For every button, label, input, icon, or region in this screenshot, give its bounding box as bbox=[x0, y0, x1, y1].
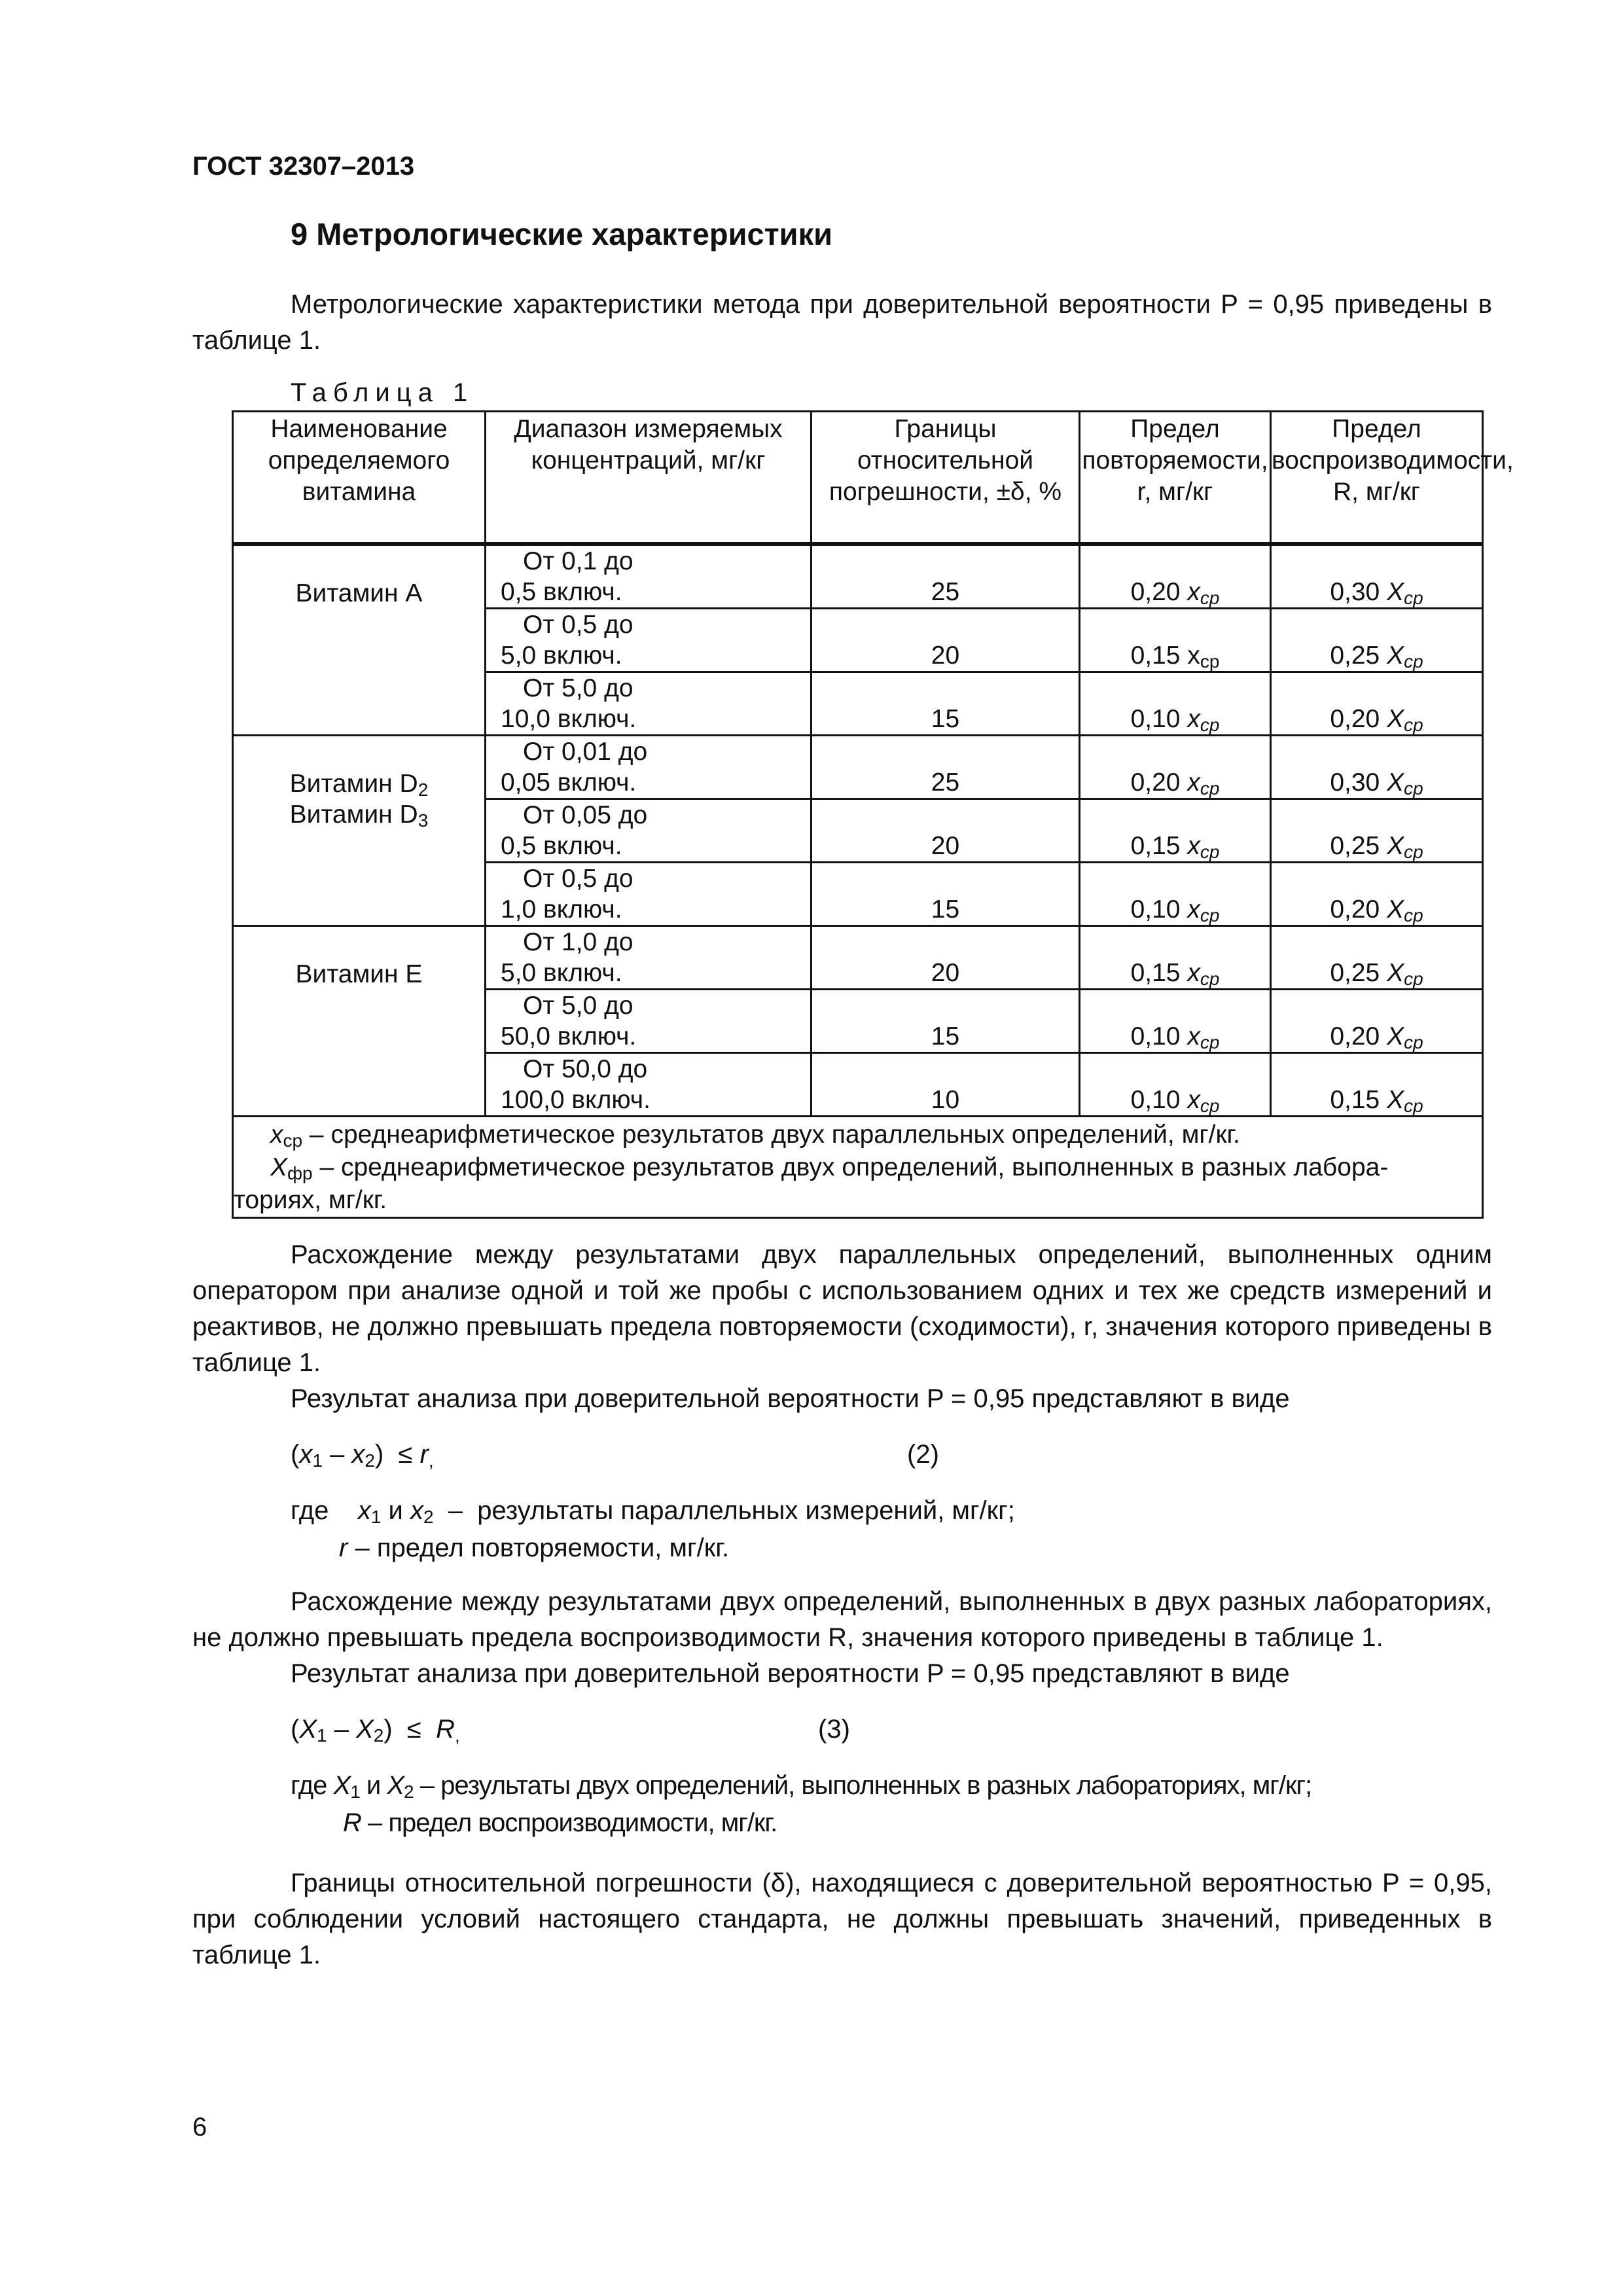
repeatability-cell: 0,20 $x_{ср}$ bbox=[1080, 544, 1271, 609]
repeatability-cell: 0,15 $x_{ср}$ bbox=[1080, 609, 1271, 672]
reproducibility-cell: 0,25 $X_{ср}$ bbox=[1271, 609, 1483, 672]
table-row bbox=[233, 926, 1483, 990]
metrology-table bbox=[232, 410, 1514, 1219]
vitamin-name: Витамин Е bbox=[233, 926, 486, 1117]
range-cell: От 0,5 до 1,0 включ. bbox=[486, 863, 812, 926]
delta-cell: 20 bbox=[812, 799, 1080, 863]
formula-2-number: (2) bbox=[907, 1440, 939, 1469]
delta-cell: 15 bbox=[812, 672, 1080, 736]
formula-2-legend: где $x_1$ и $x_2$ – результаты параллельных измерений, мг/кг; r – предел повторяемости, мг/кг. bbox=[291, 1496, 1015, 1562]
reproducibility-paragraph: Расхождение между результатами двух определений, выполненных в двух разных лабораториях, не должно превышать предела воспроизводимости R, значения которого приведены в таблице 1. bbox=[192, 1587, 1492, 1652]
repeatability-section bbox=[192, 1237, 1492, 1567]
repeatability-cell: 0,10 $x_{ср}$ bbox=[1080, 863, 1271, 926]
formula-3-legend: где $X_1$ и $X_2$ – результаты двух определений, выполненных в разных лабораториях, мг/кг; R – предел воспроизводимости, мг/кг. bbox=[291, 1771, 1312, 1837]
repeatability-cell: 0,15 $x_{ср}$ bbox=[1080, 799, 1271, 863]
vitamin-name: Витамин А bbox=[233, 544, 486, 736]
table-row bbox=[233, 544, 1483, 609]
formula-2: $(x_1 - x_2) \le r_,$ (2) bbox=[192, 1437, 1492, 1473]
range-cell: От 0,05 до 0,5 включ. bbox=[486, 799, 812, 863]
table-notes bbox=[233, 1117, 1483, 1218]
reproducibility-cell: 0,20 $X_{ср}$ bbox=[1271, 990, 1483, 1053]
document-code: ГОСТ 32307–2013 bbox=[192, 152, 415, 181]
vitamin-name: Витамин $D_2$ Витамин $D_3$ bbox=[233, 736, 486, 926]
range-cell: От 50,0 до 100,0 включ. bbox=[486, 1053, 812, 1117]
table-header-row bbox=[233, 412, 1483, 545]
note-xcp: $x_{ср}$ – среднеарифметическое результатов двух параллельных определений, мг/кг. bbox=[270, 1121, 1240, 1151]
note-xfp-cont: ториях, мг/кг. bbox=[234, 1186, 387, 1214]
delta-cell: 25 bbox=[812, 736, 1080, 799]
repeatability-cell: 0,10 $x_{ср}$ bbox=[1080, 990, 1271, 1053]
delta-cell: 15 bbox=[812, 990, 1080, 1053]
reproducibility-cell: 0,20 $X_{ср}$ bbox=[1271, 672, 1483, 736]
result-form-line-2: Результат анализа при доверительной вероятности P = 0,95 представляют в виде bbox=[291, 1659, 1290, 1688]
reproducibility-cell: 0,25 $X_{ср}$ bbox=[1271, 926, 1483, 990]
repeatability-cell: 0,15 $x_{ср}$ bbox=[1080, 926, 1271, 990]
delta-cell: 10 bbox=[812, 1053, 1080, 1117]
col-header-vitamin: Наименование определяемого витамина bbox=[233, 412, 486, 545]
delta-cell: 20 bbox=[812, 609, 1080, 672]
section-title: 9 Метрологические характеристики bbox=[291, 217, 832, 251]
delta-cell: 15 bbox=[812, 863, 1080, 926]
col-header-delta: Границы относительной погрешности, ±δ, % bbox=[812, 412, 1080, 545]
reproducibility-cell: 0,20 $X_{ср}$ bbox=[1271, 863, 1483, 926]
col-header-range: Диапазон измеряемых концентраций, мг/кг bbox=[486, 412, 812, 545]
col-header-reproducibility: Предел воспроизводимости, R, мг/кг bbox=[1271, 412, 1483, 545]
table-notes-row bbox=[233, 1117, 1483, 1218]
repeatability-cell: 0,10 $x_{ср}$ bbox=[1080, 1053, 1271, 1117]
range-cell: От 0,5 до 5,0 включ. bbox=[486, 609, 812, 672]
note-xfp: $X_{фр}$ – среднеарифметическое результатов двух определений, выполненных в разных лабора- bbox=[270, 1153, 1389, 1183]
col-header-repeatability: Предел повторяемости, r, мг/кг bbox=[1080, 412, 1271, 545]
formula-3-number: (3) bbox=[818, 1715, 850, 1744]
reproducibility-section bbox=[192, 1584, 1492, 1842]
delta-cell: 25 bbox=[812, 544, 1080, 609]
range-cell: От 1,0 до 5,0 включ. bbox=[486, 926, 812, 990]
range-cell: От 0,01 до 0,05 включ. bbox=[486, 736, 812, 799]
intro-paragraph: Метрологические характеристики метода при доверительной вероятности P = 0,95 приведены в таблице 1. bbox=[192, 290, 1492, 355]
bounds-paragraph: Границы относительной погрешности (δ), находящиеся с доверительной вероятностью P = 0,95, при соблюдении условий настоящего стандарта, не должны превышать значений, приведенных в таблице 1. bbox=[192, 1869, 1492, 1969]
repeatability-cell: 0,10 $x_{ср}$ bbox=[1080, 672, 1271, 736]
table-row bbox=[233, 736, 1483, 799]
page-number: 6 bbox=[192, 2113, 207, 2142]
range-cell: От 5,0 до 50,0 включ. bbox=[486, 990, 812, 1053]
repeatability-cell: 0,20 $x_{ср}$ bbox=[1080, 736, 1271, 799]
range-cell: От 0,1 до 0,5 включ. bbox=[486, 544, 812, 609]
delta-cell: 20 bbox=[812, 926, 1080, 990]
range-cell: От 5,0 до 10,0 включ. bbox=[486, 672, 812, 736]
result-form-line-1: Результат анализа при доверительной вероятности P = 0,95 представляют в виде bbox=[291, 1384, 1290, 1413]
reproducibility-cell: 0,15 $X_{ср}$ bbox=[1271, 1053, 1483, 1117]
table-caption: Таблица 1 bbox=[291, 378, 474, 407]
reproducibility-cell: 0,30 $X_{ср}$ bbox=[1271, 736, 1483, 799]
formula-3: $(X_1 - X_2) \le R_,$ (3) bbox=[192, 1712, 1492, 1748]
repeatability-paragraph: Расхождение между результатами двух параллельных определений, выполненных одним оператором при анализе одной и той же пробы с использованием одних и тех же средств измерений и реактивов, не должно превышать предела повторяемости (сходимости), r, значения которого приведены в таблице 1. bbox=[192, 1240, 1492, 1377]
reproducibility-cell: 0,25 $X_{ср}$ bbox=[1271, 799, 1483, 863]
reproducibility-cell: 0,30 $X_{ср}$ bbox=[1271, 544, 1483, 609]
